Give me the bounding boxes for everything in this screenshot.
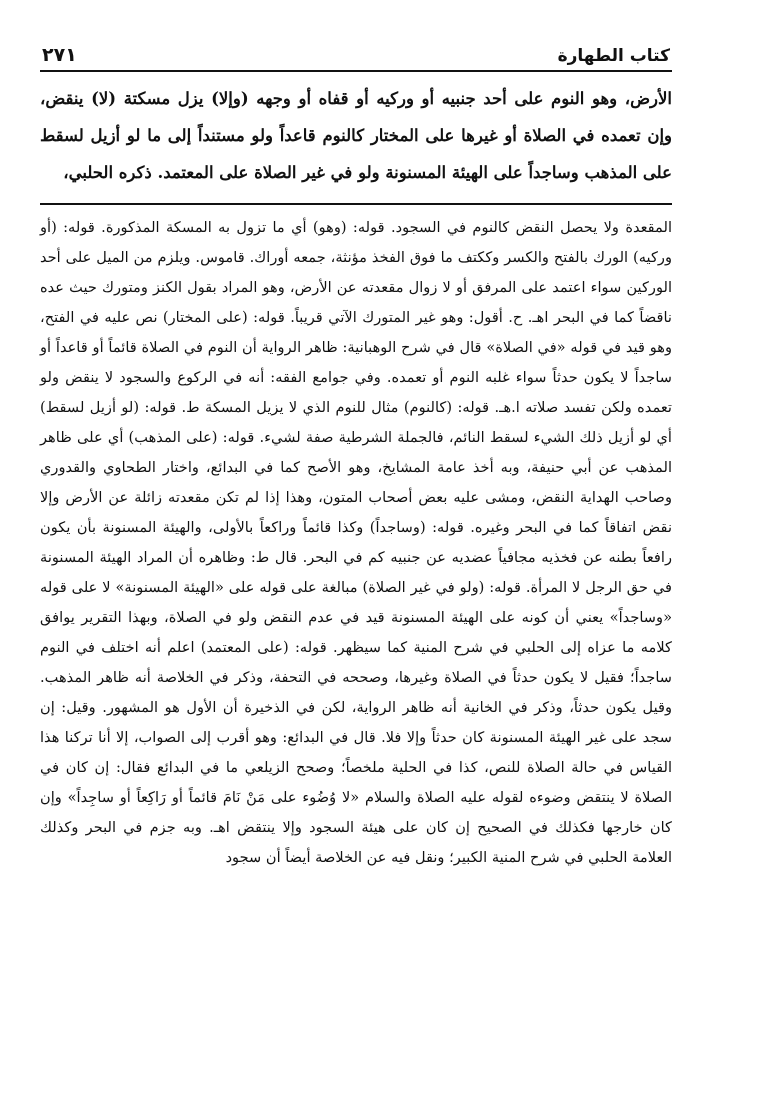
- header-rule: [40, 70, 672, 72]
- commentary-paragraph: المقعدة ولا يحصل النقض كالنوم في السجود. قوله: (وهو) أي ما تزول به المسكة المذكورة. قوله: (أو وركيه) الورك بالفتح والكسر وككتف ما فوق الفخذ مؤنثة، جمعه أوراك. قاموس. ويلزم من الميل على أحد الوركين سواء اعتمد على المرفق أو لا زوال مقعدته عن الأرض، وهو المراد بقول الكنز ومتورك حيث عده ناقضاً كما في البحر اهـ. ح. أقول: وهو غير المتورك الآتي قريباً. قوله: (على المختار) نص عليه في الفتح، وهو قيد في قوله «في الصلاة» قال في شرح الوهبانية: ظاهر الرواية أن النوم في الصلاة قائماً أو قاعداً أو ساجداً لا يكون حدثاً سواء غلبه النوم أو تعمده. وفي جوامع الفقه: أنه في الركوع والسجود لا ينقض ولو تعمده ولكن تفسد صلاته ا.هـ. قوله: (كالنوم) مثال للنوم الذي لا يزيل المسكة ط. قوله: (لو أزيل لسقط) أي لو أزيل ذلك الشيء لسقط النائم، فالجملة الشرطية صفة لشيء. قوله: (على المذهب) أي على ظاهر المذهب عن أبي حنيفة، وبه أخذ عامة المشايخ، وهو الأصح كما في البدائع، واختار الطحاوي والقدوري وصاحب الهداية النقض، ومشى عليه بعض أصحاب المتون، وهذا إذا لم تكن مقعدته زائلة عن الأرض وإلا نقض اتفاقاً كما في البحر وغيره. قوله: (وساجداً) وكذا قائماً وراكعاً بالأولى، والهيئة المسنونة بأن يكون رافعاً بطنه عن فخذيه مجافياً عضديه عن جنبيه كم في البحر. قال ط: وظاهره أن المراد الهيئة المسنونة في حق الرجل لا المرأة. قوله: (ولو في غير الصلاة) مبالغة على قوله على «الهيئة المسنونة» لا على قوله «وساجداً» يعني أن كونه على الهيئة المسنونة قيد في عدم النقض ولو في الصلاة، وبهذا التقرير يوافق كلامه ما عزاه إلى الحلبي في شرح المنية كما سيظهر. قوله: (على المعتمد) اعلم أنه اختلف في النوم ساجداً؛ فقيل لا يكون حدثاً في الصلاة وغيرها، وصححه في التحفة، وذكر في الخلاصة أنه ظاهر المذهب. وقيل يكون حدثاً، وذكر في الخانية أنه ظاهر الرواية، لكن في الذخيرة أن الأول هو المشهور. وقيل: إن سجد على غير الهيئة المسنونة كان حدثاً وإلا فلا. قال في البدائع: وهو أقرب إلى الصواب، إلا أنا تركنا هذا القياس في حالة الصلاة للنص، كذا في الحلية ملخصاً؛ وصحح الزيلعي ما في البدائع فقال: إن كان في الصلاة لا ينتقض وضوءه لقوله عليه الصلاة والسلام «لا وُضُوء على مَنْ نَامَ قائماً أو رَاكِعاً أو ساجِداً» وإن كان خارجها فكذلك في الصحيح إن كان على هيئة السجود وإلا ينتقض اهـ. وبه جزم في البحر وكذلك العلامة الحلبي في شرح المنية الكبير؛ ونقل فيه عن الخلاصة أيضاً أن سجود: [40, 219, 672, 866]
- page-header: [40, 36, 672, 68]
- main-text: [40, 80, 672, 191]
- page-number: ٢٧١: [42, 44, 77, 66]
- footnote-divider: [40, 203, 672, 205]
- running-title: كتاب الطهارة: [557, 46, 670, 66]
- commentary-text: [40, 213, 672, 873]
- main-text-paragraph: الأرض، وهو النوم على أحد جنبيه أو وركيه أو قفاه أو وجهه (وإلا) يزل مسكتة (لا) ينقض، وإن تعمده في الصلاة أو غيرها على المختار كالنوم قاعداً ولو مستنداً إلى ما لو أزيل لسقط على المذهب وساجداً على الهيئة المسنونة ولو في غير الصلاة على المعتمد. ذكره الحلبي،: [40, 89, 672, 182]
